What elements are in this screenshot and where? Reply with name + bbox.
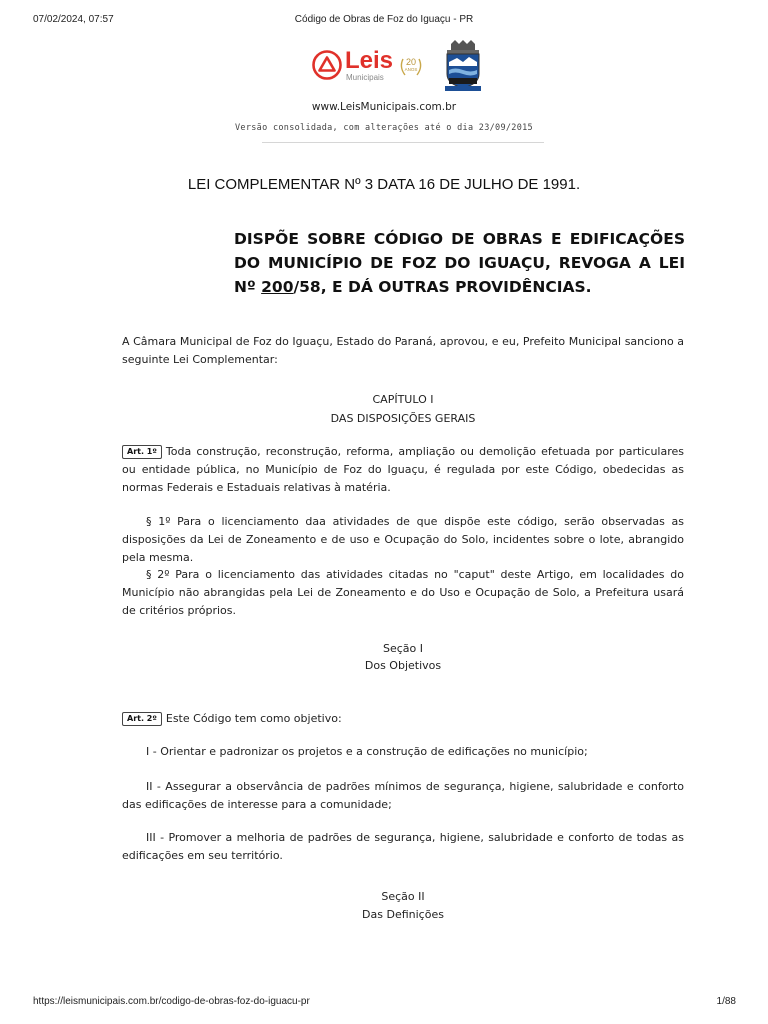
article-1: [122, 443, 684, 497]
law-title: LEI COMPLEMENTAR Nº 3 DATA 16 DE JULHO DE 1991.: [187, 176, 581, 193]
article-2-item-i: I - Orientar e padronizar os projetos e a construção de edificações no município;: [146, 745, 588, 758]
summary-text-start: DISPÕE SOBRE CÓDIGO DE OBRAS E EDIFICAÇÕES DO MUNICÍPIO DE FOZ DO IGUAÇU, REVOGA A LEI Nº: [234, 230, 685, 296]
section-2-label: Seção II: [381, 890, 425, 903]
chapter-name: DAS DISPOSIÇÕES GERAIS: [330, 412, 476, 425]
section-2-name: Das Definições: [362, 908, 444, 921]
law-summary: [234, 227, 685, 299]
print-footer-url[interactable]: https://leismunicipais.com.br/codigo-de-obras-foz-do-iguacu-pr: [33, 996, 310, 1007]
site-url[interactable]: www.LeisMunicipais.com.br: [311, 101, 457, 113]
chapter-label: CAPÍTULO I: [372, 393, 434, 406]
badge-text: ANOS: [404, 67, 418, 72]
badge-number: 20: [405, 57, 416, 67]
article-2-tag[interactable]: Art. 2º: [122, 712, 162, 726]
print-page-number: 1/88: [716, 996, 736, 1007]
print-doc-title: Código de Obras de Foz do Iguaçu - PR: [294, 14, 474, 25]
section-1-label: Seção I: [382, 642, 423, 655]
article-1-text: Toda construção, reconstrução, reforma, ampliação ou demolição efetuada por particulares ou entidade pública, no Município de Foz do Iguaçu, é regulada por este Código, obedecidas as normas Federais e Estaduais relativas à matéria.: [122, 445, 684, 494]
logo-sub: Municipais: [346, 73, 384, 82]
article-1-paragraph-1: § 1º Para o licenciamento daa atividades de que dispõe este código, serão observadas as disposições da Lei de Zoneamento e de uso e Ocupação do Solo, incidentes sobre o lote, abrangido pela mesma.: [122, 515, 684, 564]
article-1-tag[interactable]: Art. 1º: [122, 445, 162, 459]
article-2-item-iii: III - Promover a melhoria de padrões de segurança, higiene, salubridade e conforto de todas as edificações em seu território.: [122, 831, 684, 862]
article-1-paragraph-2: § 2º Para o licenciamento das atividades citadas no "caput" deste Artigo, em localidades do Município não abrangidas pela Lei de Zoneamento e do Uso e Ocupação de Solo, a Prefeitura usará de critérios próprios.: [122, 568, 684, 617]
article-2-item-ii: II - Assegurar a observância de padrões mínimos de segurança, higiene, salubridade e conforto das edificações de interesse para a comunidade;: [122, 780, 684, 811]
revoked-law-link[interactable]: 200: [261, 278, 294, 296]
summary-text-end: /58, E DÁ OUTRAS PROVIDÊNCIAS.: [293, 278, 592, 296]
preamble: A Câmara Municipal de Foz do Iguaçu, Estado do Paraná, aprovou, e eu, Prefeito Municipal sanciono a seguinte Lei Complementar:: [122, 335, 684, 366]
version-note: Versão consolidada, com alterações até o dia 23/09/2015: [235, 123, 533, 133]
section-1-name: Dos Objetivos: [364, 659, 442, 672]
leis-triangle-icon: [312, 50, 342, 80]
article-2: [122, 710, 684, 728]
header-divider: [262, 142, 544, 143]
logo-brand: Leis: [345, 47, 394, 74]
twenty-years-badge: [398, 53, 424, 79]
print-datetime: 07/02/2024, 07:57: [33, 14, 114, 25]
foz-do-iguacu-crest-icon: [443, 40, 483, 92]
article-2-text: Este Código tem como objetivo:: [165, 712, 342, 725]
